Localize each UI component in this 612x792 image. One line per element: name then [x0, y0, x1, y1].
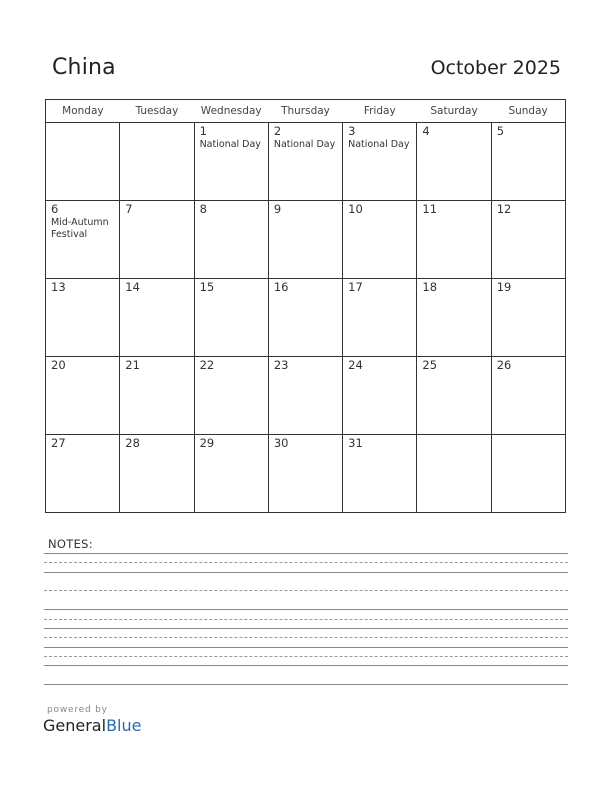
weekday-tuesday: Tuesday — [120, 100, 194, 123]
weekday-wednesday: Wednesday — [194, 100, 268, 123]
day-cell[interactable] — [268, 123, 342, 201]
note-line — [44, 590, 568, 591]
brand-blue: Blue — [106, 716, 142, 735]
note-line — [44, 572, 568, 573]
note-line — [44, 647, 568, 648]
day-cell[interactable] — [491, 123, 565, 201]
holiday-label: Mid-Autumn Festival — [51, 217, 109, 240]
day-number: 19 — [496, 280, 512, 294]
brand-logo — [43, 716, 141, 735]
day-cell[interactable] — [120, 435, 194, 513]
day-number: 9 — [273, 202, 282, 216]
day-cell[interactable] — [120, 123, 194, 201]
day-cell[interactable] — [46, 435, 120, 513]
day-cell[interactable] — [343, 201, 417, 279]
day-cell[interactable] — [343, 435, 417, 513]
day-cell[interactable] — [268, 201, 342, 279]
day-number: 7 — [125, 202, 133, 216]
day-cell[interactable] — [46, 201, 120, 279]
day-number: 3 — [348, 124, 356, 138]
day-number: 13 — [51, 280, 66, 294]
day-cell[interactable] — [194, 201, 268, 279]
day-cell[interactable] — [120, 357, 194, 435]
day-cell[interactable] — [194, 279, 268, 357]
day-cell[interactable] — [417, 123, 491, 201]
day-number: 5 — [496, 124, 505, 138]
day-cell[interactable] — [417, 435, 491, 513]
day-cell[interactable] — [417, 279, 491, 357]
day-number: 28 — [125, 436, 140, 450]
day-cell[interactable] — [268, 357, 342, 435]
day-cell[interactable] — [194, 123, 268, 201]
weekday-thursday: Thursday — [268, 100, 342, 123]
day-cell[interactable] — [268, 279, 342, 357]
day-number: 14 — [125, 280, 140, 294]
holiday-label: National Day — [199, 139, 261, 150]
month-title: October 2025 — [430, 57, 561, 79]
week-row — [46, 435, 566, 513]
day-cell[interactable] — [343, 357, 417, 435]
weekday-friday: Friday — [343, 100, 417, 123]
powered-by-label: powered by — [47, 705, 108, 715]
holiday-label: National Day — [273, 139, 336, 150]
day-number: 31 — [348, 436, 363, 450]
day-number: 23 — [273, 358, 289, 372]
day-number: 21 — [125, 358, 140, 372]
day-number: 11 — [422, 202, 438, 216]
note-line — [44, 637, 568, 638]
day-number: 10 — [348, 202, 363, 216]
day-cell[interactable] — [46, 279, 120, 357]
day-number: 15 — [199, 280, 215, 294]
weekday-header-row — [46, 100, 566, 123]
day-cell[interactable] — [343, 123, 417, 201]
notes-label: NOTES: — [48, 537, 93, 551]
day-number: 26 — [496, 358, 512, 372]
note-line — [44, 562, 568, 563]
day-number: 22 — [199, 358, 215, 372]
day-cell[interactable] — [491, 435, 565, 513]
note-line — [44, 628, 568, 629]
day-cell[interactable] — [120, 279, 194, 357]
day-cell[interactable] — [417, 201, 491, 279]
day-number: 29 — [199, 436, 215, 450]
country-title: China — [52, 55, 116, 80]
day-cell[interactable] — [343, 279, 417, 357]
day-cell[interactable] — [194, 357, 268, 435]
week-row — [46, 357, 566, 435]
day-number: 20 — [51, 358, 66, 372]
day-number: 2 — [273, 124, 282, 138]
day-cell[interactable] — [46, 123, 120, 201]
day-cell[interactable] — [417, 357, 491, 435]
calendar-grid — [45, 99, 566, 513]
day-number: 25 — [422, 358, 438, 372]
note-line — [44, 665, 568, 666]
holiday-label: National Day — [348, 139, 410, 150]
day-number: 8 — [199, 202, 207, 216]
day-number: 1 — [199, 124, 207, 138]
week-row — [46, 201, 566, 279]
day-cell[interactable] — [46, 357, 120, 435]
day-number: 27 — [51, 436, 66, 450]
note-line — [44, 684, 568, 685]
note-line — [44, 553, 568, 554]
brand-general: General — [43, 716, 107, 735]
day-number: 30 — [273, 436, 289, 450]
day-cell[interactable] — [268, 435, 342, 513]
day-number: 16 — [273, 280, 289, 294]
day-cell[interactable] — [491, 279, 565, 357]
note-line — [44, 609, 568, 610]
weekday-monday: Monday — [46, 100, 120, 123]
day-number: 12 — [496, 202, 512, 216]
day-cell[interactable] — [491, 357, 565, 435]
day-number: 18 — [422, 280, 438, 294]
week-row — [46, 279, 566, 357]
note-line — [44, 656, 568, 657]
day-cell[interactable] — [194, 435, 268, 513]
day-number: 24 — [348, 358, 363, 372]
note-line — [44, 619, 568, 620]
day-cell[interactable] — [120, 201, 194, 279]
day-number: 17 — [348, 280, 363, 294]
weekday-sunday: Sunday — [491, 100, 565, 123]
day-number: 6 — [51, 202, 59, 216]
week-row — [46, 123, 566, 201]
weekday-saturday: Saturday — [417, 100, 491, 123]
day-number: 4 — [422, 124, 430, 138]
day-cell[interactable] — [491, 201, 565, 279]
